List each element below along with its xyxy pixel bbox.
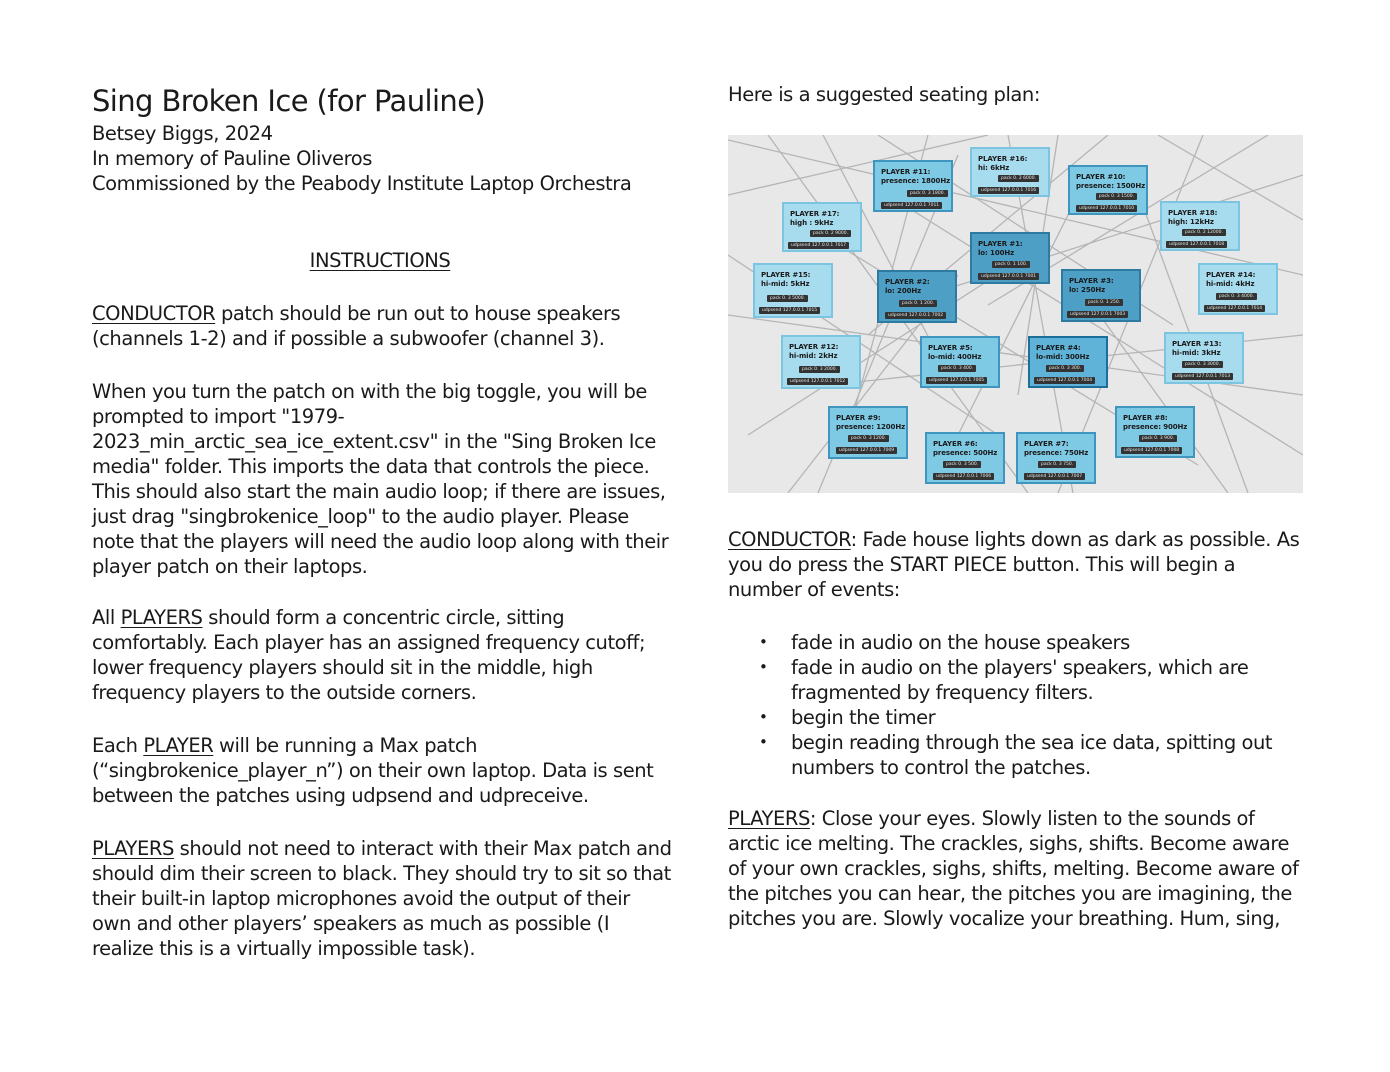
player-node: PLAYER #3: lo: 250Hz pack 0. 1 250. udpsend 127.0.0.1 7003: [1061, 269, 1141, 322]
list-item: • begin reading through the sea ice data, spitting out numbers to control the patches.: [728, 730, 1306, 780]
player-node: PLAYER #18: high: 12kHz pack 0. 2 12000. udpsend 127.0.0.1 7018: [1160, 201, 1240, 251]
page-title: Sing Broken Ice (for Pauline): [92, 84, 486, 118]
player-node: PLAYER #9: presence: 1200Hz pack 0. 3 1200. udpsend 127.0.0.1 7009: [828, 406, 908, 459]
commission-line: Commissioned by the Peabody Institute Laptop Orchestra: [92, 172, 632, 195]
author-line: Betsey Biggs, 2024: [92, 122, 273, 145]
players-term: PLAYERS: [120, 606, 203, 629]
conductor-term: CONDUCTOR: [728, 528, 851, 551]
byline: [92, 121, 631, 196]
player-node: PLAYER #16: hi: 6kHz pack 0. 2 6000. udpsend 127.0.0.1 7016: [970, 147, 1050, 197]
players-circle-paragraph: All PLAYERS should form a concentric circle, sitting comfortably. Each player has an assigned frequency cutoff; lower frequency players should sit in the middle, high frequency players to the outside corners.: [92, 606, 646, 704]
player-node: PLAYER #11: presence: 1800Hz pack 0. 3 1800. udpsend 127.0.0.1 7011: [873, 160, 953, 212]
instructions-heading: INSTRUCTIONS: [309, 249, 451, 272]
player-term: PLAYER: [143, 734, 214, 757]
patch-paragraph: When you turn the patch on with the big toggle, you will be prompted to import "1979-2023_min_arctic_sea_ice_extent.csv" in the "Sing Broken Ice media" folder. This imports the data that controls the piece. This should also start the main audio loop; if there are issues, just drag "singbrokenice_loop" to the audio player. Please note that the players will need the audio loop along with their player patch on their laptops.: [92, 380, 669, 578]
players-term: PLAYERS: [728, 807, 810, 830]
event-list: [728, 630, 1306, 780]
list-item: • fade in audio on the house speakers: [728, 630, 1306, 655]
player-node: PLAYER #14: hi-mid: 4kHz pack 0. 3 4000. udpsend 127.0.0.1 7014: [1198, 263, 1278, 315]
player-node: PLAYER #4: lo-mid: 300Hz pack 0. 3 300. udpsend 127.0.0.1 7004: [1028, 336, 1108, 388]
player-patch-paragraph: Each PLAYER will be running a Max patch (“singbrokenice_player_n”) on their own laptop. Data is sent between the patches using udpsend and udpreceive.: [92, 734, 654, 807]
player-node: PLAYER #12: hi-mid: 2kHz pack 0. 3 2000. udpsend 127.0.0.1 7012: [781, 335, 861, 389]
plan-intro: Here is a suggested seating plan:: [728, 83, 1040, 106]
player-node: PLAYER #10: presence: 1500Hz pack 0. 3 1500. udpsend 127.0.0.1 7010: [1068, 165, 1148, 215]
players-dim-paragraph: PLAYERS should not need to interact with their Max patch and should dim their screen to black. They should try to sit so that their built-in laptop microphones avoid the output of their own and other players’ speakers as much as possible (I realize this is a virtually impossible task).: [92, 837, 672, 960]
player-node: PLAYER #5: lo-mid: 400Hz pack 0. 3 400. udpsend 127.0.0.1 7005: [920, 336, 1000, 388]
conductor-instructions: CONDUCTOR: Fade house lights down as dark as possible. As you do press the START PIECE button. This will begin a number of events:: [728, 528, 1300, 601]
player-node: PLAYER #1: lo: 100Hz pack 0. 1 100. udpsend 127.0.0.1 7001: [970, 232, 1050, 284]
list-item: • begin the timer: [728, 705, 1306, 730]
list-item: • fade in audio on the players' speakers, which are fragmented by frequency filters.: [728, 655, 1306, 705]
seating-plan-image: [728, 135, 1303, 493]
player-node: PLAYER #17: high : 9kHz pack 0. 2 9000. udpsend 127.0.0.1 7017: [782, 202, 862, 252]
player-node: PLAYER #7: presence: 750Hz pack 0. 3 750. udpsend 127.0.0.1 7007: [1016, 432, 1096, 484]
players-term: PLAYERS: [92, 837, 174, 860]
memorial-line: In memory of Pauline Oliveros: [92, 147, 372, 170]
player-node: PLAYER #15: hi-mid: 5kHz pack 0. 3 5000. udpsend 127.0.0.1 7015: [753, 263, 833, 318]
player-node: PLAYER #8: presence: 900Hz pack 0. 3 900. udpsend 127.0.0.1 7008: [1115, 406, 1195, 458]
player-node: PLAYER #6: presence: 500Hz pack 0. 3 500. udpsend 127.0.0.1 7006: [925, 432, 1005, 484]
conductor-term: CONDUCTOR: [92, 302, 216, 325]
player-node: PLAYER #2: lo: 200Hz pack 0. 1 200. udpsend 127.0.0.1 7002: [877, 270, 957, 323]
player-node: PLAYER #13: hi-mid: 3kHz pack 0. 3 3000. udpsend 127.0.0.1 7013: [1164, 332, 1244, 384]
players-instructions: PLAYERS: Close your eyes. Slowly listen to the sounds of arctic ice melting. The crackles, sighs, shifts. Become aware of your own crackles, sighs, shifts, melting. Become aware of the pitches you can hear, the pitches you are imagining, the pitches you are. Slowly vocalize your breathing. Hum, sing,: [728, 807, 1299, 930]
conductor-paragraph: CONDUCTOR patch should be run out to house speakers (channels 1-2) and if possible a subwoofer (channel 3).: [92, 302, 621, 350]
